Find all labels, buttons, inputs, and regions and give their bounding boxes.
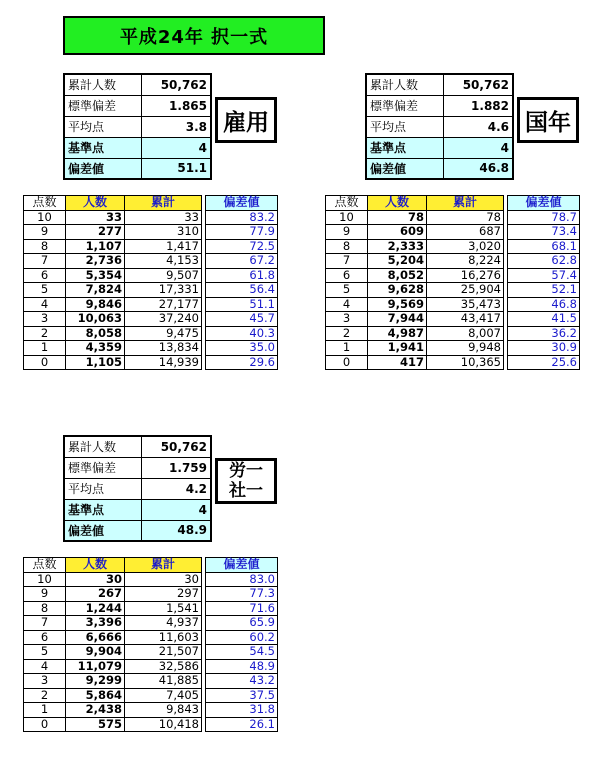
- header-score: 点数: [24, 558, 66, 573]
- subject-badge-kokunen: 国年: [517, 97, 579, 143]
- subject-badge-koyou: 雇用: [215, 97, 277, 143]
- table-header-row: [326, 196, 580, 211]
- people-cell: 267: [66, 587, 125, 602]
- people-cell: 3,396: [66, 616, 125, 631]
- score-table-kokunen: [325, 195, 580, 370]
- table-row: [24, 297, 278, 312]
- sd-label: 標準偏差: [64, 95, 141, 116]
- mean-label: 平均点: [366, 116, 443, 137]
- people-cell: 1,105: [66, 355, 125, 370]
- score-cell: 2: [24, 326, 66, 341]
- dev-value: 46.8: [443, 158, 513, 179]
- deviation-cell: 77.9: [206, 225, 278, 240]
- table-row: [24, 283, 278, 298]
- stats-table-rouichi-shaichi: [63, 435, 212, 542]
- header-cumulative: 累計: [427, 196, 504, 211]
- header-deviation: 偏差値: [206, 196, 278, 211]
- total-label: 累計人数: [64, 436, 141, 457]
- people-cell: 1,941: [368, 341, 427, 356]
- deviation-cell: 30.9: [508, 341, 580, 356]
- cumulative-cell: 297: [125, 587, 202, 602]
- cumulative-cell: 32,586: [125, 659, 202, 674]
- cumulative-cell: 13,834: [125, 341, 202, 356]
- deviation-cell: 36.2: [508, 326, 580, 341]
- deviation-cell: 71.6: [206, 601, 278, 616]
- score-cell: 4: [24, 659, 66, 674]
- table-row: [24, 601, 278, 616]
- cumulative-cell: 14,939: [125, 355, 202, 370]
- cumulative-cell: 9,843: [125, 703, 202, 718]
- score-cell: 7: [24, 616, 66, 631]
- score-cell: 9: [24, 587, 66, 602]
- mean-value: 4.6: [443, 116, 513, 137]
- score-cell: 5: [326, 283, 368, 298]
- sd-label: 標準偏差: [366, 95, 443, 116]
- deviation-cell: 83.0: [206, 572, 278, 587]
- people-cell: 609: [368, 225, 427, 240]
- table-row: [24, 703, 278, 718]
- table-row: [326, 326, 580, 341]
- score-cell: 4: [326, 297, 368, 312]
- stats-table-kokunen: [365, 73, 514, 180]
- table-row: [24, 341, 278, 356]
- people-cell: 8,052: [368, 268, 427, 283]
- table-header-row: [24, 558, 278, 573]
- table-row: [24, 225, 278, 240]
- sd-value: 1.865: [141, 95, 211, 116]
- header-people: 人数: [66, 196, 125, 211]
- header-score: 点数: [326, 196, 368, 211]
- score-cell: 9: [326, 225, 368, 240]
- base-value: 4: [141, 137, 211, 158]
- deviation-cell: 68.1: [508, 239, 580, 254]
- table-row: [326, 239, 580, 254]
- people-cell: 1,107: [66, 239, 125, 254]
- deviation-cell: 60.2: [206, 630, 278, 645]
- people-cell: 5,354: [66, 268, 125, 283]
- table-row: [326, 312, 580, 327]
- deviation-cell: 48.9: [206, 659, 278, 674]
- deviation-cell: 31.8: [206, 703, 278, 718]
- deviation-cell: 54.5: [206, 645, 278, 660]
- cumulative-cell: 78: [427, 210, 504, 225]
- people-cell: 277: [66, 225, 125, 240]
- table-row: [24, 674, 278, 689]
- header-score: 点数: [24, 196, 66, 211]
- table-row: [24, 572, 278, 587]
- deviation-cell: 46.8: [508, 297, 580, 312]
- cumulative-cell: 37,240: [125, 312, 202, 327]
- subject-badge-rouichi-shaichi: [215, 458, 277, 504]
- sd-value: 1.759: [141, 457, 211, 478]
- score-cell: 6: [326, 268, 368, 283]
- deviation-cell: 29.6: [206, 355, 278, 370]
- score-cell: 3: [24, 674, 66, 689]
- score-cell: 1: [24, 341, 66, 356]
- cumulative-cell: 4,153: [125, 254, 202, 269]
- sd-value: 1.882: [443, 95, 513, 116]
- dev-label: 偏差値: [64, 158, 141, 179]
- deviation-cell: 83.2: [206, 210, 278, 225]
- deviation-cell: 43.2: [206, 674, 278, 689]
- dev-label: 偏差値: [366, 158, 443, 179]
- people-cell: 33: [66, 210, 125, 225]
- total-label: 累計人数: [366, 74, 443, 95]
- score-cell: 2: [326, 326, 368, 341]
- table-row: [326, 297, 580, 312]
- deviation-cell: 57.4: [508, 268, 580, 283]
- cumulative-cell: 17,331: [125, 283, 202, 298]
- people-cell: 9,904: [66, 645, 125, 660]
- score-cell: 8: [24, 239, 66, 254]
- people-cell: 11,079: [66, 659, 125, 674]
- cumulative-cell: 33: [125, 210, 202, 225]
- dev-value: 48.9: [141, 520, 211, 541]
- cumulative-cell: 11,603: [125, 630, 202, 645]
- people-cell: 9,628: [368, 283, 427, 298]
- base-value: 4: [443, 137, 513, 158]
- people-cell: 2,438: [66, 703, 125, 718]
- table-row: [326, 283, 580, 298]
- cumulative-cell: 25,904: [427, 283, 504, 298]
- score-cell: 8: [24, 601, 66, 616]
- score-cell: 0: [24, 717, 66, 732]
- header-deviation: 偏差値: [206, 558, 278, 573]
- deviation-cell: 41.5: [508, 312, 580, 327]
- table-row: [24, 717, 278, 732]
- cumulative-cell: 27,177: [125, 297, 202, 312]
- table-row: [24, 616, 278, 631]
- table-row: [326, 355, 580, 370]
- score-cell: 2: [24, 688, 66, 703]
- cumulative-cell: 3,020: [427, 239, 504, 254]
- cumulative-cell: 8,224: [427, 254, 504, 269]
- table-row: [24, 268, 278, 283]
- base-label: 基準点: [64, 499, 141, 520]
- score-cell: 0: [24, 355, 66, 370]
- score-cell: 6: [24, 630, 66, 645]
- page-title: 平成24年 択一式: [63, 16, 325, 55]
- deviation-cell: 56.4: [206, 283, 278, 298]
- score-cell: 10: [326, 210, 368, 225]
- people-cell: 5,864: [66, 688, 125, 703]
- table-header-row: [24, 196, 278, 211]
- cumulative-cell: 687: [427, 225, 504, 240]
- total-value: 50,762: [141, 74, 211, 95]
- table-row: [24, 688, 278, 703]
- table-row: [24, 355, 278, 370]
- subject-line1: 労一: [229, 461, 263, 481]
- cumulative-cell: 310: [125, 225, 202, 240]
- deviation-cell: 77.3: [206, 587, 278, 602]
- table-row: [326, 268, 580, 283]
- people-cell: 1,244: [66, 601, 125, 616]
- sd-label: 標準偏差: [64, 457, 141, 478]
- score-cell: 5: [24, 283, 66, 298]
- people-cell: 7,824: [66, 283, 125, 298]
- cumulative-cell: 9,507: [125, 268, 202, 283]
- base-value: 4: [141, 499, 211, 520]
- cumulative-cell: 7,405: [125, 688, 202, 703]
- score-cell: 4: [24, 297, 66, 312]
- base-label: 基準点: [366, 137, 443, 158]
- table-row: [24, 254, 278, 269]
- table-row: [24, 645, 278, 660]
- score-cell: 5: [24, 645, 66, 660]
- total-value: 50,762: [141, 436, 211, 457]
- people-cell: 9,569: [368, 297, 427, 312]
- score-cell: 10: [24, 210, 66, 225]
- score-cell: 9: [24, 225, 66, 240]
- cumulative-cell: 41,885: [125, 674, 202, 689]
- people-cell: 10,063: [66, 312, 125, 327]
- people-cell: 2,736: [66, 254, 125, 269]
- people-cell: 417: [368, 355, 427, 370]
- table-row: [326, 341, 580, 356]
- deviation-cell: 25.6: [508, 355, 580, 370]
- score-table-rouichi-shaichi: [23, 557, 278, 732]
- deviation-cell: 45.7: [206, 312, 278, 327]
- deviation-cell: 73.4: [508, 225, 580, 240]
- score-cell: 3: [24, 312, 66, 327]
- people-cell: 7,944: [368, 312, 427, 327]
- table-row: [326, 225, 580, 240]
- base-label: 基準点: [64, 137, 141, 158]
- score-table-koyou: [23, 195, 278, 370]
- deviation-cell: 61.8: [206, 268, 278, 283]
- mean-label: 平均点: [64, 116, 141, 137]
- cumulative-cell: 1,417: [125, 239, 202, 254]
- score-cell: 7: [24, 254, 66, 269]
- score-cell: 1: [326, 341, 368, 356]
- cumulative-cell: 16,276: [427, 268, 504, 283]
- table-row: [326, 254, 580, 269]
- total-label: 累計人数: [64, 74, 141, 95]
- cumulative-cell: 4,937: [125, 616, 202, 631]
- people-cell: 4,359: [66, 341, 125, 356]
- mean-value: 4.2: [141, 478, 211, 499]
- people-cell: 6,666: [66, 630, 125, 645]
- header-people: 人数: [66, 558, 125, 573]
- score-cell: 3: [326, 312, 368, 327]
- header-cumulative: 累計: [125, 558, 202, 573]
- score-cell: 1: [24, 703, 66, 718]
- people-cell: 9,299: [66, 674, 125, 689]
- dev-label: 偏差値: [64, 520, 141, 541]
- header-cumulative: 累計: [125, 196, 202, 211]
- score-cell: 6: [24, 268, 66, 283]
- table-row: [24, 630, 278, 645]
- people-cell: 30: [66, 572, 125, 587]
- deviation-cell: 72.5: [206, 239, 278, 254]
- cumulative-cell: 9,475: [125, 326, 202, 341]
- cumulative-cell: 43,417: [427, 312, 504, 327]
- table-row: [24, 659, 278, 674]
- score-cell: 0: [326, 355, 368, 370]
- dev-value: 51.1: [141, 158, 211, 179]
- people-cell: 78: [368, 210, 427, 225]
- cumulative-cell: 10,365: [427, 355, 504, 370]
- deviation-cell: 51.1: [206, 297, 278, 312]
- cumulative-cell: 9,948: [427, 341, 504, 356]
- score-cell: 7: [326, 254, 368, 269]
- cumulative-cell: 30: [125, 572, 202, 587]
- table-row: [24, 239, 278, 254]
- people-cell: 9,846: [66, 297, 125, 312]
- deviation-cell: 26.1: [206, 717, 278, 732]
- cumulative-cell: 35,473: [427, 297, 504, 312]
- deviation-cell: 37.5: [206, 688, 278, 703]
- score-cell: 10: [24, 572, 66, 587]
- deviation-cell: 62.8: [508, 254, 580, 269]
- subject-line2: 社一: [229, 481, 263, 501]
- cumulative-cell: 21,507: [125, 645, 202, 660]
- table-row: [326, 210, 580, 225]
- deviation-cell: 35.0: [206, 341, 278, 356]
- cumulative-cell: 10,418: [125, 717, 202, 732]
- deviation-cell: 65.9: [206, 616, 278, 631]
- table-row: [24, 210, 278, 225]
- cumulative-cell: 1,541: [125, 601, 202, 616]
- people-cell: 4,987: [368, 326, 427, 341]
- total-value: 50,762: [443, 74, 513, 95]
- deviation-cell: 40.3: [206, 326, 278, 341]
- mean-label: 平均点: [64, 478, 141, 499]
- people-cell: 575: [66, 717, 125, 732]
- stats-table-koyou: [63, 73, 212, 180]
- deviation-cell: 78.7: [508, 210, 580, 225]
- deviation-cell: 52.1: [508, 283, 580, 298]
- mean-value: 3.8: [141, 116, 211, 137]
- people-cell: 2,333: [368, 239, 427, 254]
- header-people: 人数: [368, 196, 427, 211]
- table-row: [24, 587, 278, 602]
- people-cell: 5,204: [368, 254, 427, 269]
- deviation-cell: 67.2: [206, 254, 278, 269]
- people-cell: 8,058: [66, 326, 125, 341]
- score-cell: 8: [326, 239, 368, 254]
- table-row: [24, 326, 278, 341]
- cumulative-cell: 8,007: [427, 326, 504, 341]
- header-deviation: 偏差値: [508, 196, 580, 211]
- table-row: [24, 312, 278, 327]
